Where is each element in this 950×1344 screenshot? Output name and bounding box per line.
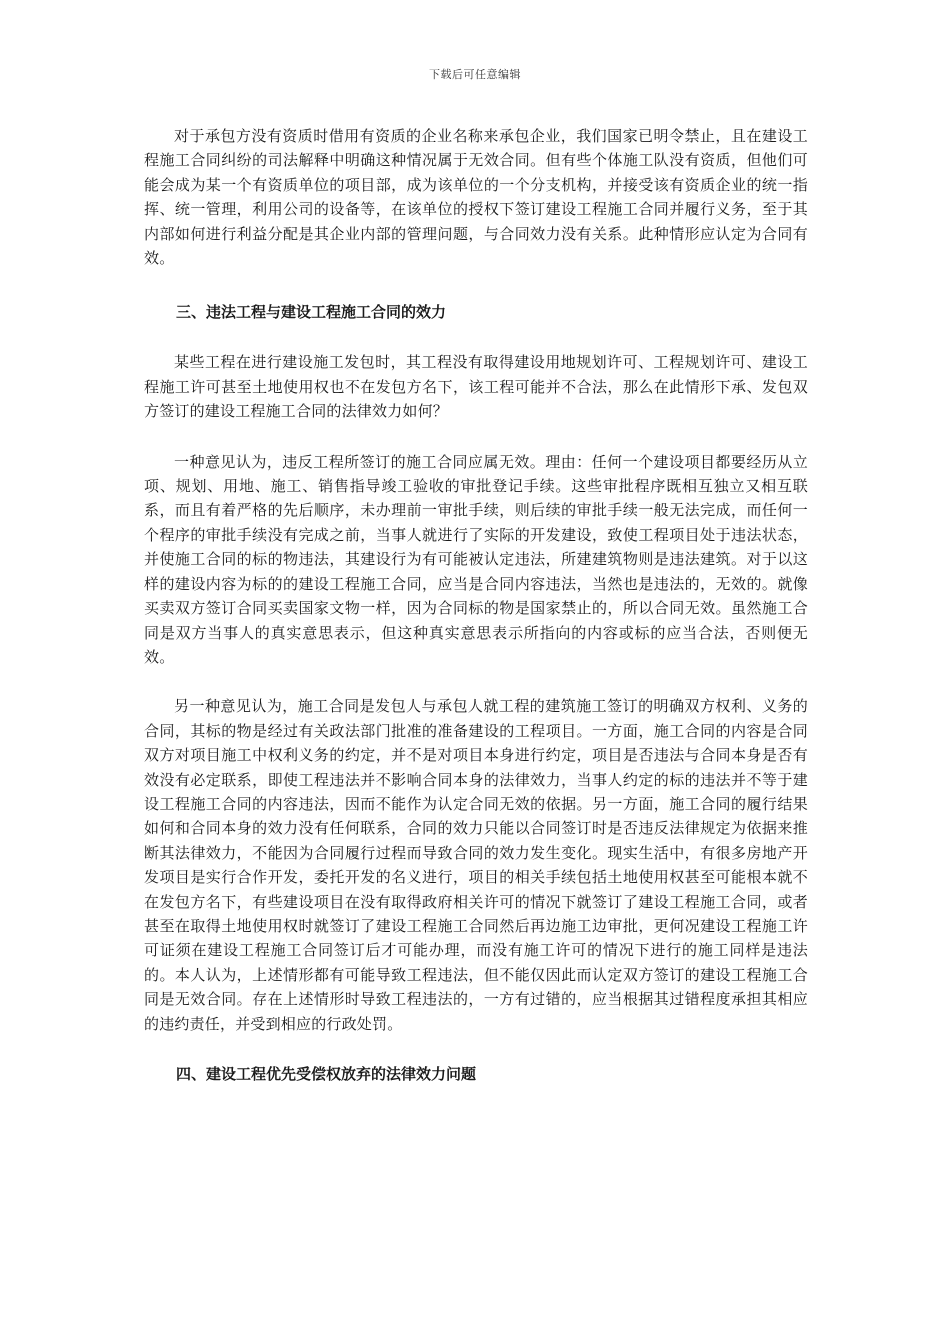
- paragraph-first-opinion: 一种意见认为，违反工程所签订的施工合同应属无效。理由：任何一个建设项目都要经历从立项、规划、用地、施工、销售指导竣工验收的审批登记手续。这些审批程序既相互独立又相互联系，而且有着严格的先后顺序，未办理前一审批手续，则后续的审批手续一般无法完成，而任何一个程序的审批手续没有完成之前，当事人就进行了实际的开发建设，致使工程项目处于违法状态，并使施工合同的标的物违法，其建设行为有可能被认定违法，所建建筑物则是违法建筑。对于以这样的建设内容为标的的建设工程施工合同，应当是合同内容违法，当然也是违法的，无效的。就像买卖双方签订合同买卖国家文物一样，因为合同标的物是国家禁止的，所以合同无效。虽然施工合同是双方当事人的真实意思表示，但这种真实意思表示所指向的内容或标的应当合法，否则便无效。: [144, 452, 808, 666]
- paragraph-second-opinion: 另一种意见认为，施工合同是发包人与承包人就工程的建筑施工签订的明确双方权利、义务的合同，其标的物是经过有关政法部门批准的准备建设的工程项目。一方面，施工合同的内容是合同双方对项目施工中权利义务的约定，并不是对项目本身进行约定，项目是否违法与合同本身是否有效没有必定联系，即使工程违法并不影响合同本身的法律效力，当事人约定的标的违法并不等于建设工程施工合同的内容违法，因而不能作为认定合同无效的依据。另一方面，施工合同的履行结果如何和合同本身的效力没有任何联系，合同的效力只能以合同签订时是否违反法律规定为依据来推断其法律效力，不能因为合同履行过程而导致合同的效力发生变化。现实生活中，有很多房地产开发项目是实行合作开发，委托开发的名义进行，项目的相关手续包括土地使用权甚至可能根本就不在发包方名下，有些建设项目在没有取得政府相关许可的情况下就签订了建设工程施工合同，或者甚至在取得土地使用权时就签订了建设工程施工合同然后再边施工边审批，更何况建设工程施工许可证须在建设工程施工合同签订后才可能办理，而没有施工许可的情况下进行的施工同样是违法的。本人认为，上述情形都有可能导致工程违法，但不能仅因此而认定双方签订的建设工程施工合同是无效合同。存在上述情形时导致工程违法的，一方有过错的，应当根据其过错程度承担其相应的违约责任，并受到相应的行政处罚。: [144, 697, 808, 1033]
- section-heading-illegal-works: 三、违法工程与建设工程施工合同的效力: [176, 303, 447, 322]
- paragraph-illegal-works-question: 某些工程在进行建设施工发包时，其工程没有取得建设用地规划许可、工程规划许可、建设工程施工许可甚至土地使用权也不在发包方名下，该工程可能并不合法，那么在此情形下承、发包双方签订的建设工程施工合同的法律效力如何？: [144, 353, 808, 421]
- paragraph-contractor-qualification: 对于承包方没有资质时借用有资质的企业名称来承包企业，我们国家已明令禁止，且在建设工程施工合同纠纷的司法解释中明确这种情况属于无效合同。但有些个体施工队没有资质，但他们可能会成为某一个有资质单位的项目部，成为该单位的一个分支机构，并接受该有资质企业的统一指挥、统一管理，利用公司的设备等，在该单位的授权下签订建设工程施工合同并履行义务，至于其内部如何进行利益分配是其企业内部的管理问题，与合同效力没有关系。此种情形应认定为合同有效。: [144, 127, 808, 268]
- page-header: 下载后可任意编辑: [429, 68, 521, 81]
- document-body: [144, 124, 808, 1086]
- section-heading-priority-right: 四、建设工程优先受偿权放弃的法律效力问题: [176, 1065, 477, 1083]
